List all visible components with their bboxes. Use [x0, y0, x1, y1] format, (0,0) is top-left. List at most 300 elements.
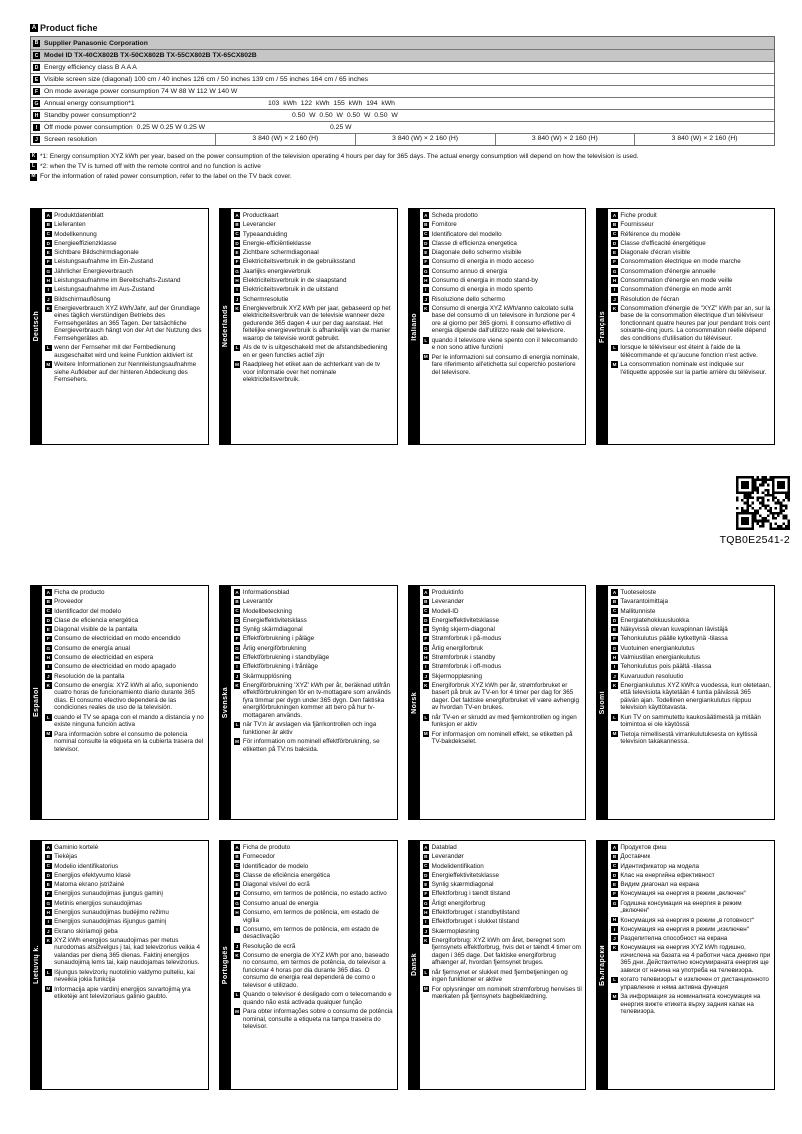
- item-text: Résolution de l'écran: [620, 295, 679, 303]
- item-text: Datablad: [431, 844, 457, 851]
- item-letter-badge: M: [423, 731, 428, 737]
- list-item-C: [611, 863, 771, 871]
- item-text: Consumo, em termos de potência, em estado de vigília: [242, 909, 379, 924]
- item-letter-badge: M: [235, 361, 239, 367]
- list-item-H: [423, 277, 583, 285]
- list-item-A: [45, 844, 205, 852]
- item-text: Skærmopløsning: [431, 927, 480, 935]
- item-letter-badge: C: [46, 231, 50, 237]
- item-letter-badge: I: [423, 664, 430, 671]
- item-letter-badge: E: [235, 250, 239, 256]
- item-letter-badge: J: [423, 296, 430, 303]
- list-item-H: [45, 654, 205, 662]
- list-item-M: [234, 361, 394, 384]
- language-block-10: [219, 840, 398, 1090]
- list-item-D: [423, 617, 583, 625]
- list-item-L: [423, 714, 583, 729]
- list-item-G: [611, 645, 771, 653]
- item-text: Energiförbrukning 'XYZ' kWh per år, beräknad utifrån effektförbrukningen för en tv-mottagare som används fyra timmar per dygn under 365 dygn. Den faktiska energiförbrukningen kommer att bero på hur tv-mottagaren används.: [242, 681, 391, 719]
- item-text: Typeaanduiding: [242, 230, 288, 238]
- item-text: Energijos efektyvumo klasė: [54, 871, 131, 879]
- resolution-cell: 3 840 (W) × 2 160 (H): [355, 134, 495, 145]
- note-letter-badge: M: [31, 173, 36, 180]
- item-text: Zichtbare schermdiagonaal: [242, 249, 319, 257]
- item-letter-badge: F: [424, 891, 428, 897]
- item-text: Продуктов фиш: [620, 844, 667, 851]
- item-text: Effektforbruget i slukket tilstand: [431, 918, 519, 926]
- item-text: Kun TV on sammutettu kaukosäätimestä ja mitään toimintoa ei ole käytössä: [620, 713, 761, 729]
- item-text: За информация за номиналната консумация на енергия вижте етикета върху задния капак на телевизора.: [620, 993, 761, 1016]
- list-item-I: [611, 663, 771, 671]
- item-text: wenn der Fernseher mit der Fernbedienung ausgeschaltet wird und keine Funktion aktiviert ist: [54, 344, 193, 359]
- item-letter-badge: A: [612, 844, 617, 850]
- footnote-text: For the information of rated power consumption, refer to the label on the TV back cover.: [40, 173, 292, 181]
- item-letter-badge: E: [424, 882, 428, 888]
- row-letter-badge: H: [34, 112, 39, 119]
- item-text: Consommation électrique en mode marche: [620, 258, 741, 266]
- item-letter-badge: A: [235, 589, 239, 595]
- list-item-K: [611, 305, 771, 343]
- list-item-A: [234, 212, 394, 220]
- list-item-J: [423, 673, 583, 681]
- list-item-L: [234, 344, 394, 359]
- item-letter-badge: B: [235, 222, 239, 228]
- qr-code-block: [700, 476, 790, 546]
- item-text: Консумация на енергия XYZ kWh годишно, изчислена на базата на 4 работни часа дневно при 365 дни. Действително консумираната енергия ще зависи от начина на употреба на телевизора.: [620, 944, 771, 974]
- item-text: när TV:n är avslagen via fjärrkontrollen och inga funktioner är aktiv: [242, 721, 377, 736]
- list-item-D: [611, 617, 771, 625]
- item-text: Consommation d'énergie en mode arrêt: [620, 286, 732, 294]
- list-item-E: [611, 626, 771, 634]
- item-text: Energieverbrauch XYZ kWh/Jahr, auf der Grundlage eines täglich vierstündigen Betriebs des Fernsehgerätes an 365 Tagen. Der tatsächliche Energieverbrauch hängt von der Art der Nutzung des Fernsehgerätes ab.: [54, 304, 202, 342]
- item-letter-badge: G: [235, 900, 239, 906]
- qr-code: [736, 476, 790, 530]
- item-letter-badge: L: [424, 969, 428, 975]
- resolution-cell: 3 840 (W) × 2 160 (H): [495, 134, 635, 145]
- item-letter-badge: H: [612, 654, 617, 660]
- item-letter-badge: D: [46, 240, 50, 246]
- item-letter-badge: J: [45, 296, 52, 303]
- item-letter-badge: G: [424, 645, 428, 651]
- list-item-K: [234, 305, 394, 343]
- list-item-C: [611, 608, 771, 616]
- item-text: Kuvaruudun resoluutio: [620, 672, 684, 680]
- fiche-table-row-I: [31, 121, 774, 133]
- list-item-H: [611, 277, 771, 285]
- item-text: Identificatore del modello: [431, 230, 502, 238]
- item-text: Energiatehokkuusluokka: [620, 616, 689, 624]
- item-letter-badge: D: [424, 240, 428, 246]
- item-letter-badge: E: [613, 627, 617, 633]
- item-letter-badge: J: [234, 673, 241, 680]
- item-letter-badge: M: [235, 738, 239, 744]
- item-text: Consumo de electricidad en espera: [54, 654, 154, 662]
- list-item-H: [234, 277, 394, 285]
- list-item-J: [611, 673, 771, 681]
- item-letter-badge: F: [235, 891, 239, 897]
- item-text: Diagonale d'écran visible: [620, 249, 691, 257]
- item-text: Консумация на енергия в режим „изключен“: [620, 925, 749, 933]
- item-letter-badge: K: [46, 937, 50, 943]
- item-text: Classe d'efficacité énergétique: [620, 239, 706, 247]
- language-name-strip: [597, 209, 608, 444]
- item-letter-badge: A: [46, 844, 50, 850]
- row-letter-badge: B: [34, 40, 39, 46]
- item-letter-badge: H: [424, 277, 428, 283]
- item-letter-badge: B: [612, 599, 617, 605]
- item-text: Consumo de electricidad en modo apagado: [54, 663, 176, 671]
- item-text: Consumo di energia XYZ kWh/anno calcolato sulla base del consumo di un televisore in funzione per 4 ore al giorno per 365 giorni. Il consumo effettivo di energia dipende dall'utilizzo reale del televisore.: [431, 304, 576, 335]
- item-text: Tehonkulutus pois päältä -tilassa: [620, 663, 712, 671]
- list-item-K: [611, 944, 771, 974]
- row-letter-badge: J: [33, 136, 40, 143]
- item-letter-badge: H: [46, 654, 50, 660]
- list-item-F: [423, 890, 583, 898]
- list-item-H: [234, 654, 394, 662]
- item-letter-badge: E: [424, 250, 428, 256]
- item-text: Consumo anual de energia: [242, 899, 319, 907]
- language-block-8: [596, 585, 775, 820]
- item-text: Leistungsaufnahme im Bereitschafts-Zustand: [54, 277, 181, 285]
- list-item-J: [234, 673, 394, 681]
- item-letter-badge: K: [46, 305, 50, 311]
- language-name-strip: [31, 841, 42, 1089]
- item-text: Tavarantoimittaja: [620, 598, 668, 606]
- list-item-G: [234, 268, 394, 276]
- language-block-4: [596, 208, 775, 445]
- list-item-B: [611, 853, 771, 861]
- item-text: Diagonal visible de la pantalla: [54, 626, 138, 634]
- list-item-F: [234, 635, 394, 643]
- item-letter-badge: C: [612, 231, 617, 237]
- item-text: Fornitore: [431, 221, 457, 229]
- item-text: Gaminio kortelė: [54, 844, 99, 851]
- list-item-I: [423, 663, 583, 671]
- list-item-B: [611, 221, 771, 229]
- item-letter-badge: D: [235, 872, 239, 878]
- list-item-D: [234, 240, 394, 248]
- item-letter-badge: L: [613, 345, 616, 351]
- fiche-table-row-C: [31, 49, 774, 61]
- language-block-5: [30, 585, 209, 820]
- item-text: Årlig energiförbrukning: [242, 644, 307, 652]
- item-text: Effektforbrug i tændt tilstand: [431, 890, 511, 898]
- row-value: 0.25 W: [330, 124, 352, 131]
- list-item-D: [45, 872, 205, 880]
- list-item-E: [234, 626, 394, 634]
- row-values: 0.25 W 0.25 W 0.25 W: [136, 124, 206, 131]
- list-item-H: [234, 909, 394, 924]
- list-item-G: [423, 900, 583, 908]
- list-item-L: [423, 969, 583, 984]
- list-item-I: [234, 926, 394, 941]
- item-letter-badge: C: [612, 608, 617, 614]
- item-text: Strømforbruk i off-modus: [431, 663, 502, 671]
- language-blocks-row-3: [30, 840, 775, 1090]
- item-text: Energieffektivitetsklass: [242, 616, 307, 624]
- item-letter-badge: C: [235, 231, 239, 237]
- language-name-strip: [220, 841, 231, 1089]
- list-item-M: [611, 993, 771, 1016]
- list-item-K: [423, 937, 583, 967]
- item-text: Fornecedor: [242, 853, 276, 861]
- list-item-F: [423, 258, 583, 266]
- list-item-D: [611, 240, 771, 248]
- item-text: Diagonal visível do ecrã: [242, 881, 310, 889]
- list-item-I: [611, 286, 771, 294]
- language-block-3: [408, 208, 587, 445]
- document-code: TQB0E2541-2: [719, 534, 790, 546]
- item-letter-badge: G: [46, 645, 51, 651]
- language-items: [42, 841, 208, 1089]
- list-item-H: [423, 654, 583, 662]
- list-item-D: [423, 240, 583, 248]
- list-item-C: [611, 231, 771, 239]
- language-name-strip: [597, 586, 608, 819]
- item-letter-badge: I: [45, 287, 52, 294]
- item-letter-badge: I: [45, 919, 52, 926]
- item-text: Leistungsaufnahme im Ein-Zustand: [54, 258, 154, 266]
- item-letter-badge: A: [424, 212, 428, 218]
- list-item-J: [45, 296, 205, 304]
- item-text: Diagonale dello schermo visibile: [431, 249, 522, 257]
- list-item-D: [234, 872, 394, 880]
- list-item-G: [611, 900, 771, 915]
- row-letter-badge: G: [34, 100, 39, 107]
- item-letter-badge: J: [611, 296, 618, 303]
- item-letter-badge: I: [234, 664, 241, 671]
- item-letter-badge: D: [612, 240, 617, 246]
- language-blocks-row-2: [30, 585, 775, 820]
- item-letter-badge: K: [46, 682, 50, 688]
- list-item-F: [611, 890, 771, 898]
- footnote-text: *1: Energy consumption XYZ kWh per year, based on the power consumption of the television operating 4 hours per day for 365 days. The actual energy consumption will depend on how the television is used.: [40, 153, 639, 160]
- list-item-L: [45, 344, 205, 359]
- item-letter-badge: L: [235, 345, 239, 351]
- language-name: Lietuvių k.: [33, 945, 40, 985]
- language-items: [608, 209, 774, 444]
- list-item-C: [45, 231, 205, 239]
- language-block-6: [219, 585, 398, 820]
- item-letter-badge: C: [46, 608, 50, 614]
- item-text: Informationsblad: [242, 589, 290, 596]
- item-letter-badge: J: [611, 673, 618, 680]
- list-item-H: [423, 909, 583, 917]
- item-letter-badge: A: [612, 589, 617, 595]
- language-items: [42, 586, 208, 819]
- item-text: Leverancier: [242, 221, 276, 229]
- item-letter-badge: E: [235, 882, 239, 888]
- item-text: Energieeffizienzklasse: [54, 239, 117, 247]
- list-item-E: [45, 626, 205, 634]
- language-items: [42, 209, 208, 444]
- footnote-K: [30, 153, 732, 161]
- item-letter-badge: I: [611, 926, 618, 933]
- list-item-L: [234, 991, 394, 1006]
- item-text: Modellbeteckning: [242, 607, 292, 615]
- item-text: Vuotuinen energiankulutus: [620, 644, 695, 652]
- list-item-G: [234, 900, 394, 908]
- item-letter-badge: J: [45, 673, 52, 680]
- item-letter-badge: D: [235, 617, 239, 623]
- item-text: Produktdatenblatt: [54, 212, 104, 219]
- list-item-B: [423, 598, 583, 606]
- item-text: Weitere Informationen zur Nennleistungsaufnahme siehe Aufkleber auf der hinteren Abdeckung des Fernsehers.: [54, 361, 197, 384]
- fiche-table-row-B: [31, 37, 774, 49]
- language-block-9: [30, 840, 209, 1090]
- item-letter-badge: K: [235, 305, 239, 311]
- item-text: Quando o televisor é desligado com o telecomando e quando não está activada qualquer função: [242, 991, 392, 1006]
- language-name: Suomi: [599, 690, 607, 715]
- item-text: Per le informazioni sul consumo di energia nominale, fare riferimento all'etichetta sul coperchio posteriore del televisore.: [431, 353, 580, 376]
- language-items: [420, 586, 586, 819]
- row-text: Energy efficiency class B A A A: [44, 64, 137, 71]
- list-item-A: [234, 589, 394, 597]
- item-text: cuando el TV se apaga con el mando a distancia y no existe ninguna función activa: [54, 713, 204, 729]
- list-item-B: [45, 598, 205, 606]
- item-text: Consumo di energia in modo acceso: [431, 258, 534, 266]
- item-text: Energijos sunaudojimas budėjimo režimu: [54, 909, 169, 917]
- product-fiche-table: [30, 36, 775, 146]
- list-item-A: [611, 844, 771, 852]
- item-text: Consommation d'énergie de "XYZ" kWh par an, sur la base de la consommation électrique d'un téléviseur fonctionnant quatre heures par jour pendant trois cent soixante-cinq jours. La consommation réelle dépend des conditions d'utilisation du téléviseur.: [620, 304, 771, 342]
- list-item-F: [234, 890, 394, 898]
- item-text: Modelidentifikation: [431, 862, 484, 870]
- list-item-A: [45, 212, 205, 220]
- list-item-B: [423, 853, 583, 861]
- item-text: Productkaart: [242, 212, 279, 219]
- fiche-table-row-H: [31, 109, 774, 121]
- list-item-H: [611, 917, 771, 925]
- language-name-strip: [220, 209, 231, 444]
- item-letter-badge: L: [46, 969, 50, 975]
- row-letter-badge: E: [34, 76, 39, 83]
- item-letter-badge: E: [46, 250, 50, 256]
- item-text: Effektförbrukning i påläge: [242, 635, 315, 643]
- item-letter-badge: I: [45, 664, 52, 671]
- item-letter-badge: E: [46, 882, 50, 888]
- list-item-A: [423, 589, 583, 597]
- language-block-12: [596, 840, 775, 1090]
- item-letter-badge: F: [613, 891, 616, 897]
- list-item-C: [234, 231, 394, 239]
- list-item-I: [423, 918, 583, 926]
- item-letter-badge: F: [46, 891, 50, 897]
- item-letter-badge: G: [424, 900, 428, 906]
- list-item-B: [45, 853, 205, 861]
- item-text: Metinis energijos sunaudojimas: [54, 899, 142, 907]
- item-text: Consommation d'énergie annuelle: [620, 267, 716, 275]
- list-item-F: [611, 258, 771, 266]
- item-text: Synlig skjerm-diagonal: [431, 626, 495, 634]
- list-item-E: [234, 881, 394, 889]
- item-letter-badge: D: [46, 872, 50, 878]
- list-item-I: [45, 918, 205, 926]
- fiche-table-row-G: [31, 97, 774, 109]
- item-text: Разделителна способност на екрана: [620, 935, 728, 943]
- item-text: Консумация на енергия в режим „в готовност“: [620, 916, 755, 924]
- list-item-M: [611, 731, 771, 746]
- item-text: Consumo di energia in modo spento: [431, 286, 533, 294]
- item-letter-badge: L: [424, 337, 428, 343]
- item-text: Strømforbruk i på-modus: [431, 635, 502, 643]
- item-text: Strømforbruk i standby: [431, 654, 496, 662]
- item-letter-badge: C: [424, 608, 428, 614]
- item-text: Годишна консумация на енергия в режим „включен“: [620, 899, 742, 915]
- row-letter-badge: F: [34, 88, 39, 95]
- item-letter-badge: E: [424, 627, 428, 633]
- item-text: Energie-efficiëntieklasse: [242, 239, 311, 247]
- item-letter-badge: F: [424, 259, 428, 265]
- item-letter-badge: J: [234, 943, 241, 950]
- list-item-E: [423, 249, 583, 257]
- list-item-B: [234, 598, 394, 606]
- item-text: XYZ kWh energijos sunaudojimas per metus nurodomas atsižvelgus į tai, kad televizorius veikia 4 valandas per dieną 365 dienas. Faktinį energijos sunaudojimą lems tai, kaip naudojamas televizorius.: [54, 936, 201, 967]
- list-item-K: [45, 682, 205, 712]
- list-item-M: [423, 731, 583, 746]
- list-item-G: [423, 645, 583, 653]
- item-text: Classe di efficienza energetica: [431, 239, 517, 247]
- list-item-M: [45, 731, 205, 754]
- language-items: [420, 209, 586, 444]
- fiche-table-row-F: [31, 85, 774, 97]
- item-letter-badge: B: [424, 222, 428, 228]
- language-items: [420, 841, 586, 1089]
- footnote-text: *2: when the TV is turned off with the remote control and no function is active: [40, 163, 261, 171]
- item-letter-badge: C: [46, 863, 50, 869]
- item-letter-badge: F: [613, 259, 616, 265]
- item-text: Tiekėjas: [54, 853, 78, 861]
- page-title: Product fiche: [40, 23, 98, 33]
- list-item-E: [611, 249, 771, 257]
- item-letter-badge: L: [235, 992, 239, 998]
- item-letter-badge: B: [424, 854, 428, 860]
- item-letter-badge: M: [46, 361, 51, 367]
- item-text: når fjernsynet er slukket med fjernbetjeningen og ingen funktioner er aktive: [431, 968, 568, 984]
- list-item-B: [611, 598, 771, 606]
- item-text: Référence du modèle: [620, 230, 681, 238]
- item-letter-badge: H: [235, 277, 239, 283]
- item-letter-badge: F: [235, 636, 239, 642]
- item-text: Sichtbare Bildschirmdiagonale: [54, 249, 139, 257]
- list-item-A: [611, 212, 771, 220]
- list-item-D: [45, 617, 205, 625]
- list-item-K: [45, 937, 205, 967]
- list-item-E: [611, 881, 771, 889]
- item-text: Ficha de produto: [242, 844, 291, 851]
- item-letter-badge: M: [423, 986, 428, 992]
- item-letter-badge: E: [613, 882, 617, 888]
- list-item-J: [423, 928, 583, 936]
- item-text: Energieverbruik XYZ kWh per jaar, gebaseerd op het elektriciteitsverbruik van de televisie wanneer deze gedurende 365 dagen 4 uur per dag aanstaat. Het feitelijke energieverbruik is afhankelijk van de manier waarop de televisie wordt gebruikt.: [242, 304, 391, 342]
- item-text: Modell-ID: [431, 607, 459, 615]
- list-item-M: [45, 361, 205, 384]
- item-text: Išjungus televizorių nuotolinio valdymo pulteliu, kai neveikia jokia funkcija: [54, 968, 195, 984]
- item-letter-badge: J: [423, 673, 430, 680]
- list-item-K: [423, 305, 583, 335]
- item-text: Leistungsaufnahme im Aus-Zustand: [54, 286, 155, 294]
- list-item-F: [611, 635, 771, 643]
- item-letter-badge: D: [235, 240, 239, 246]
- list-item-B: [234, 853, 394, 861]
- item-letter-badge: F: [46, 636, 50, 642]
- item-text: Fournisseur: [620, 221, 654, 229]
- item-text: Consommation d'énergie en mode veille: [620, 277, 733, 285]
- list-item-J: [611, 935, 771, 943]
- item-letter-badge: A: [424, 844, 428, 850]
- list-item-F: [45, 258, 205, 266]
- item-letter-badge: B: [46, 854, 50, 860]
